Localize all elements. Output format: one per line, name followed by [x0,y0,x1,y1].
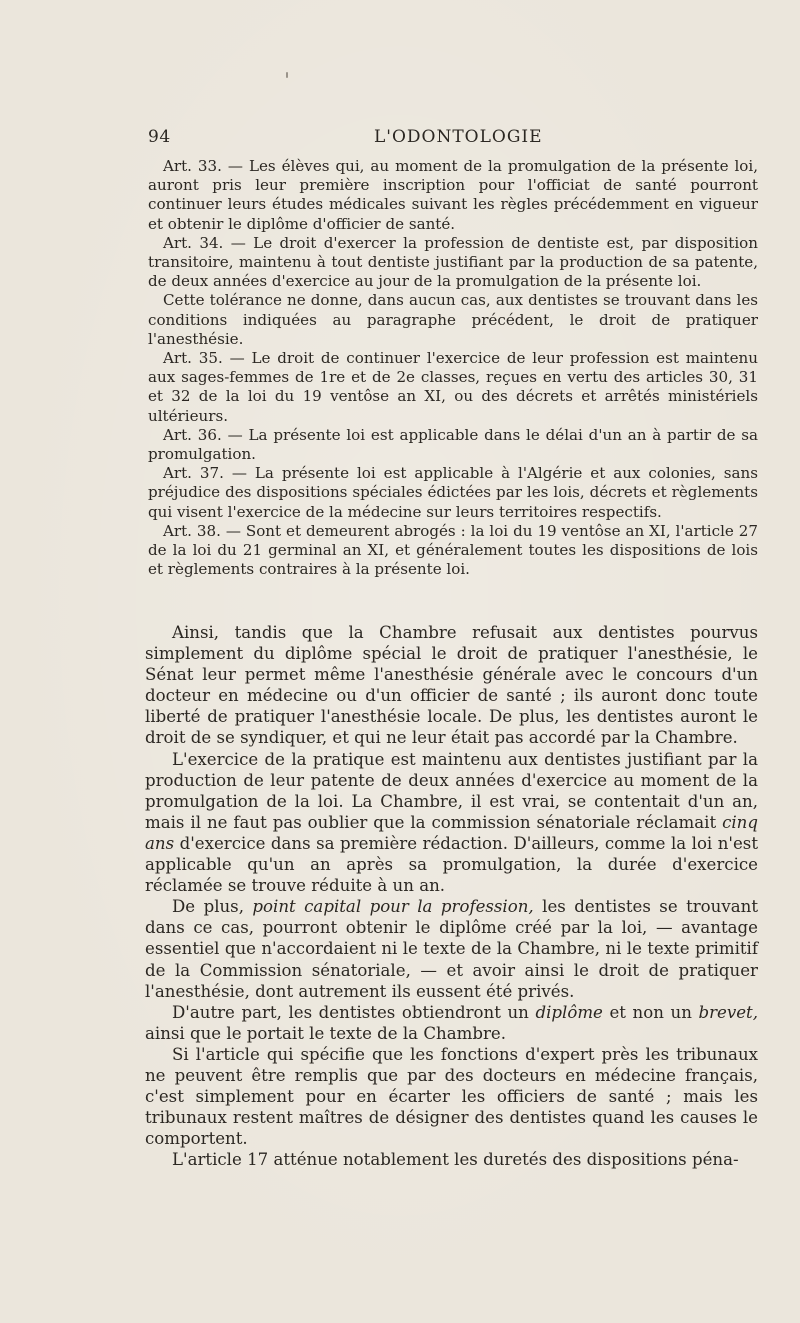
article-37: Art. 37. — La présente loi est applicable à l'Algérie et aux colonies, sans préjudice des dispositions spéciales édictées par les lois, décrets et règlements qui visent l'exercice de la médecine sur leurs territoires respectifs. [148,464,758,521]
emphasis: point capital pour la profession, [252,897,534,917]
text-run: ainsi que le portait le texte de la Chambre. [145,1023,507,1043]
article-33: Art. 33. — Les élèves qui, au moment de la promulgation de la présente loi, auront pris leur première inscription pour l'officiat de santé pourront continuer leurs études médicales suivant les règles précédemment en vigueur et obtenir le diplôme d'officier de santé. [148,157,758,233]
text-run: D'autre part, les dentistes obtiendront un [172,1002,536,1022]
article-34: Art. 34. — Le droit d'exercer la profession de dentiste est, par disposition transitoire, maintenu à tout dentiste justifiant par la production de sa patente, de deux années d'exercice au jour de la promulgation de la présente loi. [148,233,758,291]
commentary-paragraph-4 [145,1002,758,1044]
text-run: les dentistes se trouvant dans ce cas, pourront obtenir le diplôme créé par la loi, — avantage essentiel que n'accordaient ni le texte de la Chambre, ni le texte primitif de la Commission sénatoriale, — et avoir ainsi le droit de pratiquer l'anesthésie, dont autrement ils eussent été privés. [145,897,758,1001]
commentary-paragraph-3 [145,896,758,1001]
emphasis: brevet, [698,1002,758,1022]
article-36: Art. 36. — La présente loi est applicable dans le délai d'un an à partir de sa promulgation. [148,425,758,464]
text-run: et non un [602,1002,699,1022]
article-38: Art. 38. — Sont et demeurent abrogés : la loi du 19 ventôse an XI, l'article 27 de la loi du 21 germinal an XI, et généralement toutes les dispositions de lois et règlements contraires à la présente loi. [148,521,758,579]
law-articles [148,157,758,579]
paper-speck [286,72,288,78]
commentary-paragraph-6: L'article 17 atténue notablement les duretés des dispositions péna- [172,1150,739,1170]
article-35: Art. 35. — Le droit de continuer l'exercice de leur profession est maintenu aux sages-femmes de 1re et de 2e classes, reçues en vertu des articles 30, 31 et 32 de la loi du 19 ventôse an XI, ou des décrets et arrêtés ministériels ultérieurs. [148,349,758,425]
emphasis: cinq ans [145,812,758,853]
commentary-paragraph-2 [145,749,758,897]
emphasis: diplôme [535,1002,603,1022]
commentary [145,622,758,1170]
commentary-paragraph-1: Ainsi, tandis que la Chambre refusait aux dentistes pourvus simplement du diplôme spécial le droit de pratiquer l'anesthésie, le Sénat leur permet même l'anesthésie générale avec le concours d'un docteur en médecine ou d'un officier de santé ; ils auront donc toute liberté de pratiquer l'anesthésie locale. De plus, les dentistes auront le droit de se syndiquer, et qui ne leur était pas accordé par la Chambre. [145,623,758,748]
page-header [148,127,758,155]
text-run: L'exercice de la pratique est maintenu aux dentistes justifiant par la production de leur patente de deux années d'exercice au moment de la promulgation de la loi. La Chambre, il est vrai, se contentait d'un an, mais il ne faut pas oublier que la commission sénatoriale réclamait [145,749,758,832]
article-34-paragraph-2: Cette tolérance ne donne, dans aucun cas, aux dentistes se trouvant dans les conditions indiquées au paragraphe précédent, le droit de pratiquer l'anesthésie. [148,291,758,348]
page-number: 94 [148,127,171,147]
running-title: L'ODONTOLOGIE [374,127,543,147]
commentary-paragraph-5: Si l'article qui spécifie que les fonctions d'expert près les tribunaux ne peuvent être remplis que par des docteurs en médecine français, c'est simplement pour en écarter les officiers de santé ; mais les tribunaux restent maîtres de désigner des dentistes quand les causes le comportent. [145,1044,758,1149]
text-run: De plus, [172,897,253,917]
text-run: d'exercice dans sa première rédaction. D'ailleurs, comme la loi n'est applicable qu'un an après sa promulgation, la durée d'exercice réclamée se trouve réduite à un an. [145,833,758,896]
